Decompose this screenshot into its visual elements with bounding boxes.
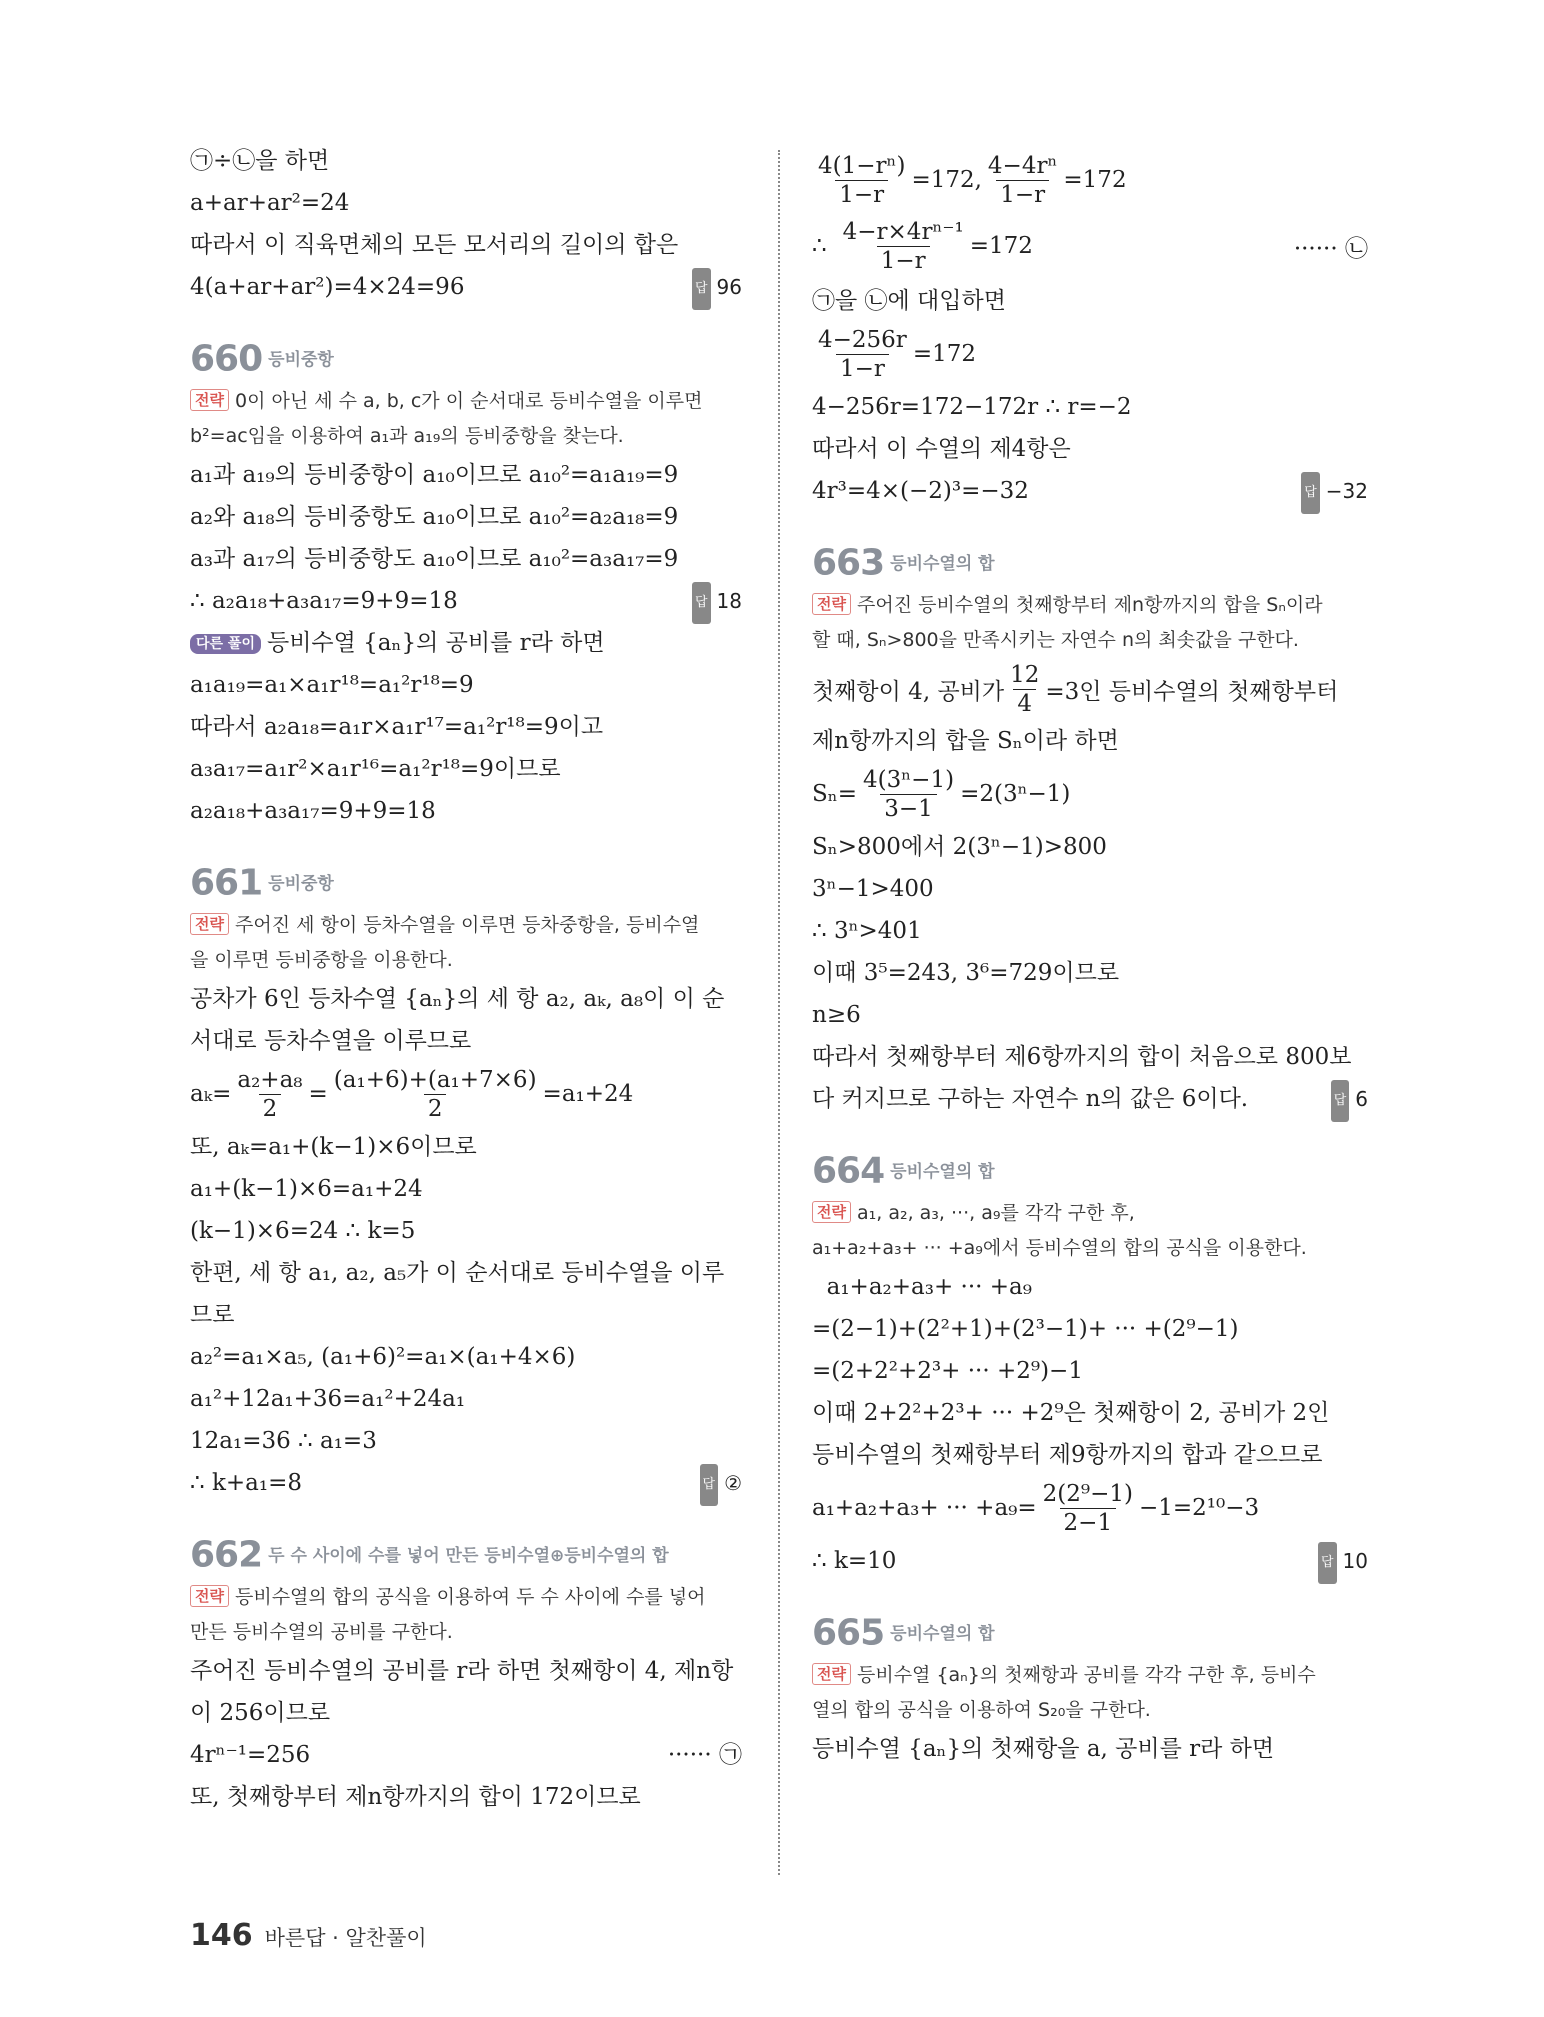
text-line: 또, aₖ=a₁+(k−1)×6이므로 bbox=[190, 1134, 477, 1160]
text-line: ∴ a₂a₁₈+a₃a₁₇=9+9=18 답 18 bbox=[190, 580, 742, 622]
problem-heading-661: 661 등비중항 bbox=[190, 862, 334, 904]
fraction-equation: ∴ $\frac{\text{4−r×4rⁿ⁻¹}}{1-r}$ =172 ······ ㉡ bbox=[812, 218, 1368, 274]
problem-heading-664: 664 등비수열의 합 bbox=[812, 1150, 995, 1192]
text-line: 따라서 첫째항부터 제6항까지의 합이 처음으로 800보 bbox=[812, 1044, 1352, 1070]
strategy-note: 전략 a₁, a₂, a₃, ···, a₉를 각각 구한 후, bbox=[812, 1196, 1368, 1231]
strategy-note: 전략 등비수열 {aₙ}의 첫째항과 공비를 각각 구한 후, 등비수 bbox=[812, 1658, 1368, 1693]
text-line: 따라서 a₂a₁₈=a₁r×a₁r¹⁷=a₁²r¹⁸=9이고 bbox=[190, 714, 604, 740]
problem-heading-665: 665 등비수열의 합 bbox=[812, 1612, 995, 1654]
text-line: a₂a₁₈+a₃a₁₇=9+9=18 bbox=[190, 798, 436, 824]
text-line: a₁+a₂+a₃+ ··· +a₉ bbox=[812, 1274, 1032, 1300]
answer-badge: 답 96 bbox=[692, 266, 742, 310]
footer-title: 바른답 · 알찬풀이 bbox=[264, 1926, 427, 1950]
strategy-note: 전략 주어진 세 항이 등차수열을 이루면 등차중항을, 등비수열 bbox=[190, 908, 742, 943]
text-line: =(2+2²+2³+ ··· +2⁹)−1 bbox=[812, 1358, 1083, 1384]
text-line: a₃과 a₁₇의 등비중항도 a₁₀이므로 a₁₀²=a₃a₁₇=9 bbox=[190, 546, 679, 572]
text-line: 등비수열 {aₙ}의 첫째항을 a, 공비를 r라 하면 bbox=[812, 1736, 1275, 1762]
fraction-equation: 첫째항이 4, 공비가 $\frac{12}{4}$ =3인 등비수열의 첫째항부터 bbox=[812, 661, 1339, 717]
right-column bbox=[812, 148, 1368, 1770]
text-line: 제n항까지의 합을 Sₙ이라 하면 bbox=[812, 728, 1119, 754]
text-line: a₁a₁₉=a₁×a₁r¹⁸=a₁²r¹⁸=9 bbox=[190, 672, 474, 698]
text-line: ㉠÷㉡을 하면 bbox=[190, 148, 330, 174]
text-line: 3ⁿ−1>400 bbox=[812, 876, 934, 902]
text-line: 이때 3⁵=243, 3⁶=729이므로 bbox=[812, 960, 1120, 986]
text-line: ㉠을 ㉡에 대입하면 bbox=[812, 288, 1006, 314]
strategy-badge: 전략 bbox=[812, 1201, 851, 1223]
alt-solution-line: 다른 풀이 등비수열 {aₙ}의 공비를 r라 하면 bbox=[190, 622, 742, 664]
text-line: 4−256r=172−172r ∴ r=−2 bbox=[812, 394, 1132, 420]
text-line: 공차가 6인 등차수열 {aₙ}의 세 항 a₂, aₖ, a₈이 이 순 bbox=[190, 986, 725, 1012]
strategy-note: 만든 등비수열의 공비를 구한다. bbox=[190, 1621, 453, 1643]
strategy-badge: 전략 bbox=[812, 1663, 851, 1685]
strategy-note: a₁+a₂+a₃+ ··· +a₉에서 등비수열의 합의 공식을 이용한다. bbox=[812, 1237, 1307, 1259]
equation-tag: ······ ㉡ bbox=[1293, 235, 1368, 262]
strategy-badge: 전략 bbox=[812, 593, 851, 615]
text-line: ∴ 3ⁿ>401 bbox=[812, 918, 922, 944]
text-line: 한편, 세 항 a₁, a₂, a₅가 이 순서대로 등비수열을 이루 bbox=[190, 1260, 725, 1286]
text-line: ∴ k=10 답 10 bbox=[812, 1540, 1368, 1582]
equation-tag: ······ ㉠ bbox=[667, 1742, 742, 1768]
text-line: a+ar+ar²=24 bbox=[190, 190, 350, 216]
text-line: 므로 bbox=[190, 1302, 235, 1328]
text-line: Sₙ>800에서 2(3ⁿ−1)>800 bbox=[812, 834, 1107, 860]
strategy-badge: 전략 bbox=[190, 389, 229, 411]
text-line: =(2−1)+(2²+1)+(2³−1)+ ··· +(2⁹−1) bbox=[812, 1316, 1239, 1342]
answer-badge: 답 ② bbox=[700, 1462, 743, 1506]
strategy-note: 전략 0이 아닌 세 수 a, b, c가 이 순서대로 등비수열을 이루면 bbox=[190, 384, 742, 419]
strategy-badge: 전략 bbox=[190, 1585, 229, 1607]
answer-badge: 답 18 bbox=[692, 580, 742, 624]
text-line: a₂와 a₁₈의 등비중항도 a₁₀이므로 a₁₀²=a₂a₁₈=9 bbox=[190, 504, 679, 530]
text-line: a₂²=a₁×a₅, (a₁+6)²=a₁×(a₁+4×6) bbox=[190, 1344, 576, 1370]
text-line: 12a₁=36 ∴ a₁=3 bbox=[190, 1428, 377, 1454]
text-line: 등비수열의 첫째항부터 제9항까지의 합과 같으므로 bbox=[812, 1442, 1323, 1468]
fraction-equation: Sₙ= $\frac{\text{4(3ⁿ−1)}}{3-1}$ =2(3ⁿ−1) bbox=[812, 766, 1071, 822]
strategy-note: 전략 주어진 등비수열의 첫째항부터 제n항까지의 합을 Sₙ이라 bbox=[812, 588, 1368, 623]
column-divider bbox=[778, 150, 780, 1875]
text-line: 서대로 등차수열을 이루므로 bbox=[190, 1028, 472, 1054]
text-line: a₁과 a₁₉의 등비중항이 a₁₀이므로 a₁₀²=a₁a₁₉=9 bbox=[190, 462, 679, 488]
text-line: 4r³=4×(−2)³=−32 답 −32 bbox=[812, 470, 1368, 512]
text-line: 따라서 이 수열의 제4항은 bbox=[812, 436, 1071, 462]
text-line: a₃a₁₇=a₁r²×a₁r¹⁶=a₁²r¹⁸=9이므로 bbox=[190, 756, 561, 782]
text-line: 이 256이므로 bbox=[190, 1700, 331, 1726]
strategy-note: 전략 등비수열의 합의 공식을 이용하여 두 수 사이에 수를 넣어 bbox=[190, 1580, 742, 1615]
page-number: 146 bbox=[190, 1918, 253, 1953]
problem-heading-663: 663 등비수열의 합 bbox=[812, 542, 995, 584]
text-line: 4(a+ar+ar²)=4×24=96 답 96 bbox=[190, 266, 742, 308]
strategy-note: 할 때, Sₙ>800을 만족시키는 자연수 n의 최솟값을 구한다. bbox=[812, 629, 1299, 651]
alt-solution-badge: 다른 풀이 bbox=[190, 634, 261, 654]
strategy-note: 을 이루면 등비중항을 이용한다. bbox=[190, 949, 453, 971]
text-line: 이때 2+2²+2³+ ··· +2⁹은 첫째항이 2, 공비가 2인 bbox=[812, 1400, 1330, 1426]
text-line: 주어진 등비수열의 공비를 r라 하면 첫째항이 4, 제n항 bbox=[190, 1658, 734, 1684]
text-line: n≥6 bbox=[812, 1002, 861, 1028]
fraction-equation: $\frac{\text{4(1−rⁿ)}}{1-r}$ =172, $\frac{\text{4−4rⁿ}}{1-r}$ =172 bbox=[818, 152, 1127, 208]
answer-badge: 답 6 bbox=[1331, 1078, 1368, 1122]
text-line: (k−1)×6=24 ∴ k=5 bbox=[190, 1218, 416, 1244]
left-column bbox=[190, 140, 742, 1818]
problem-heading-662: 662 두 수 사이에 수를 넣어 만든 등비수열⊕등비수열의 합 bbox=[190, 1534, 669, 1576]
problem-heading-660: 660 등비중항 bbox=[190, 338, 334, 380]
text-line: 다 커지므로 구하는 자연수 n의 값은 6이다. 답 6 bbox=[812, 1078, 1368, 1120]
text-line: ∴ k+a₁=8 답 ② bbox=[190, 1462, 742, 1504]
text-line: 4rⁿ⁻¹=256 ······ ㉠ bbox=[190, 1734, 742, 1776]
fraction-equation: aₖ= $\frac{\text{a₂+a₈}}{2}$ = $\frac{\text{(a₁+6)+(a₁+7×6)}}{2}$ =a₁+24 bbox=[190, 1066, 634, 1122]
strategy-note: 열의 합의 공식을 이용하여 S₂₀을 구한다. bbox=[812, 1699, 1151, 1721]
text-line: a₁+(k−1)×6=a₁+24 bbox=[190, 1176, 423, 1202]
strategy-note: b²=ac임을 이용하여 a₁과 a₁₉의 등비중항을 찾는다. bbox=[190, 425, 624, 447]
text-line: 또, 첫째항부터 제n항까지의 합이 172이므로 bbox=[190, 1784, 641, 1810]
strategy-badge: 전략 bbox=[190, 913, 229, 935]
fraction-equation: $\frac{4-256r}{1-r}$ =172 bbox=[818, 326, 976, 382]
answer-badge: 답 10 bbox=[1318, 1540, 1368, 1584]
text-line: 따라서 이 직육면체의 모든 모서리의 길이의 합은 bbox=[190, 232, 679, 258]
answer-badge: 답 −32 bbox=[1301, 470, 1368, 514]
text-line: a₁²+12a₁+36=a₁²+24a₁ bbox=[190, 1386, 466, 1412]
page-footer bbox=[190, 1918, 427, 1953]
fraction-equation: a₁+a₂+a₃+ ··· +a₉= $\frac{\text{2(2⁹−1)}}{2-1}$ −1=2¹⁰−3 bbox=[812, 1480, 1260, 1536]
